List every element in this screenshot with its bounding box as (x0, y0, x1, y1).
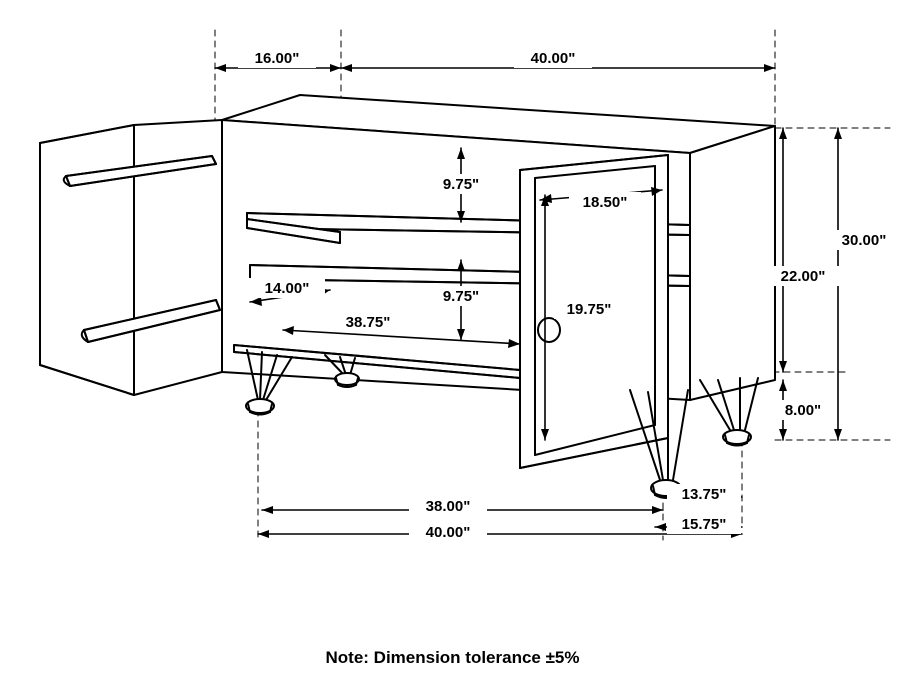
dim-door-inner-width: 18.50" (582, 194, 628, 211)
dim-leg-height: 8.00" (784, 402, 822, 419)
dim-upper-shelf-gap: 9.75" (442, 176, 480, 193)
dim-shelf-depth: 14.00" (264, 280, 310, 297)
dim-overall-height: 30.00" (841, 232, 887, 249)
dim-door-inner-height: 19.75" (566, 301, 612, 318)
tolerance-note: Note: Dimension tolerance ±5% (325, 648, 580, 667)
dim-leg-spread-outer: 15.75" (681, 516, 727, 533)
cabinet-right-side-panel (690, 126, 775, 400)
dim-leg-spread-inner: 13.75" (681, 486, 727, 503)
right-door-knob (538, 318, 560, 342)
dim-cabinet-body-height: 22.00" (780, 268, 826, 285)
dim-base-span: 38.00" (425, 498, 471, 515)
dim-top-right-span: 40.00" (530, 50, 576, 67)
dim-lower-shelf-gap: 9.75" (442, 288, 480, 305)
dim-interior-width: 38.75" (345, 314, 391, 331)
dim-top-left-span: 16.00" (254, 50, 300, 67)
dim-overall-width: 40.00" (425, 524, 471, 541)
